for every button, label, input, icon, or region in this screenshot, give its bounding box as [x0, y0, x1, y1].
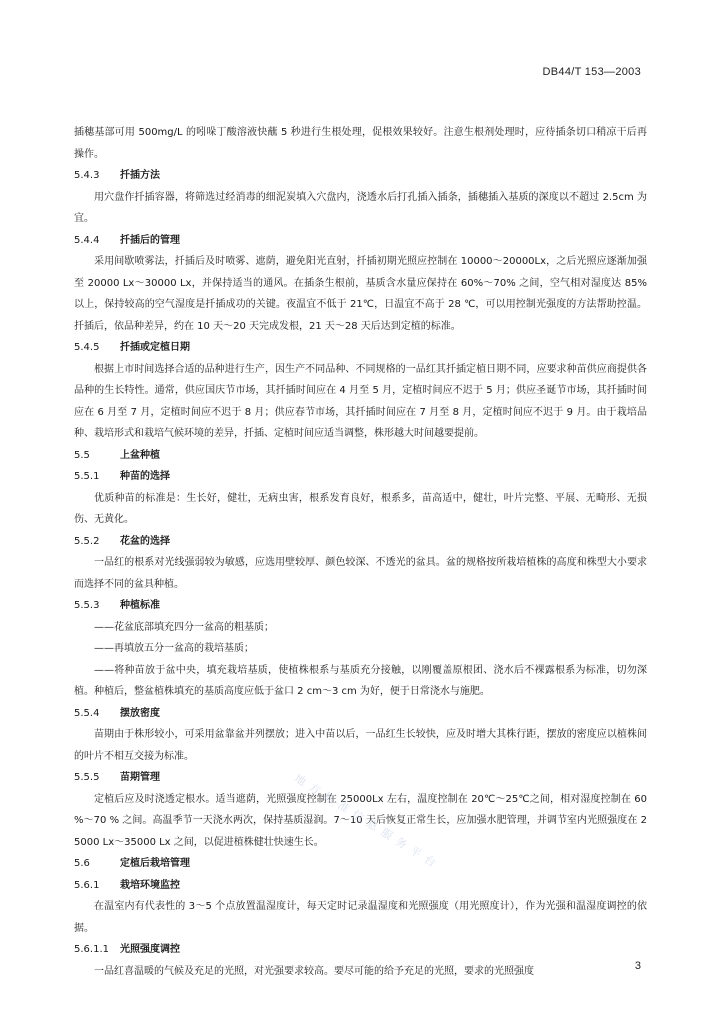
- document-body: [74, 122, 647, 982]
- section-number: 5.4.4: [74, 234, 100, 246]
- section-heading: [74, 853, 647, 875]
- paragraph: 采用间歇喷雾法，扦插后及时喷雾、遮荫，避免阳光直射，扦插初期光照应控制在 10000～20000Lx，之后光照应逐渐加强至 20000 Lx～30000 Lx，并保持适当的通风。在插条生根前，基质含水量应保持在 60%～70% 之间，空气相对湿度达 85% 以上，保持较高的空气湿度是扦插成功的关键。夜温宜不低于 21℃，日温宜不高于 28 ℃，可以用控制光强度的方法帮助控温。扦插后，依品种差异，约在 10 天～20 天完成发根，21 天～28 天后达到定植的标准。: [74, 256, 647, 332]
- section-number: 5.6.1.1: [74, 944, 109, 955]
- section-title: 花盆的选择: [120, 535, 170, 547]
- section-number: 5.5: [74, 449, 90, 461]
- list-item: ——再填放五分一盆高的栽培基质；: [94, 643, 254, 654]
- list-item: ——花盆底部填充四分一盆高的粗基质；: [94, 621, 274, 633]
- section-heading: [74, 337, 647, 359]
- section-title: 栽培环境监控: [120, 879, 180, 891]
- document-code: DB44/T 153—2003: [542, 66, 641, 78]
- section-heading: [74, 165, 647, 187]
- section-heading: [74, 703, 647, 725]
- section-title: 光照强度调控: [120, 944, 180, 955]
- section-title: 扦插或定植日期: [120, 342, 190, 353]
- paragraph: 苗期由于株形较小，可采用盆靠盆并列摆放；进入中苗以后，一品红生长较快，应及时增大其株行距，摆放的密度应以植株间的叶片不相互交接为标准。: [74, 729, 647, 762]
- section-title: 扦插后的管理: [120, 234, 180, 246]
- section-number: 5.6.1: [74, 879, 100, 891]
- section-number: 5.6: [74, 858, 90, 869]
- section-title: 定植后栽培管理: [120, 858, 190, 869]
- section-heading: [74, 466, 647, 488]
- paragraph: 在温室内有代表性的 3～5 个点放置温湿度计，每天定时记录温湿度和光照强度（用光照度计），作为光强和温湿度调控的依据。: [74, 901, 647, 934]
- watermark: 地方标准信息服务平台: [292, 771, 444, 873]
- paragraph: 插穗基部可用 500mg/L 的吲哚丁酸溶液快蘸 5 秒进行生根处理，促根效果较好。注意生根剂处理时，应待插条切口稍凉干后再操作。: [74, 127, 647, 160]
- section-title: 扦插方法: [120, 170, 160, 181]
- section-number: 5.5.2: [74, 535, 100, 547]
- section-title: 种苗的选择: [120, 471, 170, 482]
- list-item: ——将种苗放于盆中央，填充栽培基质，使植株根系与基质充分接触，以刚覆盖原根团、浇水后不裸露根系为标准，切勿深植。种植后，整盆植株填充的基质高度应低于盆口 2 cm～3 cm 为好，便于日常浇水与施肥。: [74, 664, 647, 697]
- section-heading: [74, 595, 647, 617]
- paragraph: 根据上市时间选择合适的品种进行生产，因生产不同品种、不同规格的一品红其扦插定植日期不同，应要求种苗供应商提供各品种的生长特性。通常，供应国庆节市场，其扦插时间应在 4 月至 5 月，定植时间应不迟于 5 月；供应圣诞节市场，其扦插时间应在 6 月至 7 月，定植时间应不迟于 8 月；供应春节市场，其扦插时间应在 7 月至 8 月，定植时间应不迟于 9 月。由于栽培品种、栽培形式和栽培气候环境的差异，扦插、定植时间应适当调整，株形越大时间越要提前。: [74, 363, 647, 439]
- paragraph: 用穴盘作扦插容器，将筛选过经消毒的细泥炭填入穴盘内，浇透水后打孔插入插条，插穗插入基质的深度以不超过 2.5cm 为宜。: [74, 191, 647, 224]
- section-number: 5.5.1: [74, 471, 100, 482]
- section-heading: [74, 445, 647, 467]
- section-number: 5.5.4: [74, 707, 100, 719]
- section-heading: [74, 531, 647, 553]
- paragraph: 一品红喜温暖的气候及充足的光照，对光强要求较高。要尽可能的给予充足的光照，要求的光照强度: [94, 965, 534, 977]
- section-title: 苗期管理: [120, 772, 160, 783]
- paragraph: 定植后应及时浇透定根水。适当遮荫，光照强度控制在 25000Lx 左右，温度控制在 20℃～25℃之间，相对湿度控制在 60 %～70 % 之间。高温季节一天浇水两次，保持基质湿润。7～10 天后恢复正常生长，应加强水肥管理，并调节室内光照强度在 25000 Lx～35000 Lx 之间，以促进植株健壮快速生长。: [74, 793, 647, 848]
- section-number: 5.4.3: [74, 170, 100, 181]
- section-number: 5.5.3: [74, 600, 100, 611]
- section-number: 5.4.5: [74, 342, 100, 353]
- section-heading: [74, 230, 647, 252]
- paragraph: 一品红的根系对光线强弱较为敏感，应选用壁较厚、颜色较深、不透光的盆具。盆的规格按所栽培植株的高度和株型大小要求而选择不同的盆具种植。: [74, 557, 647, 590]
- paragraph: 优质种苗的标准是：生长好，健壮，无病虫害，根系发育良好，根系多，苗高适中，健壮，叶片完整、平展、无畸形、无损伤、无黄化。: [74, 492, 647, 525]
- section-number: 5.5.5: [74, 772, 100, 783]
- section-title: 种植标准: [120, 600, 160, 611]
- section-title: 上盆种植: [120, 449, 160, 461]
- section-heading: [74, 875, 647, 897]
- section-title: 摆放密度: [120, 707, 160, 719]
- page-number: 3: [634, 960, 641, 972]
- section-heading: [74, 767, 647, 789]
